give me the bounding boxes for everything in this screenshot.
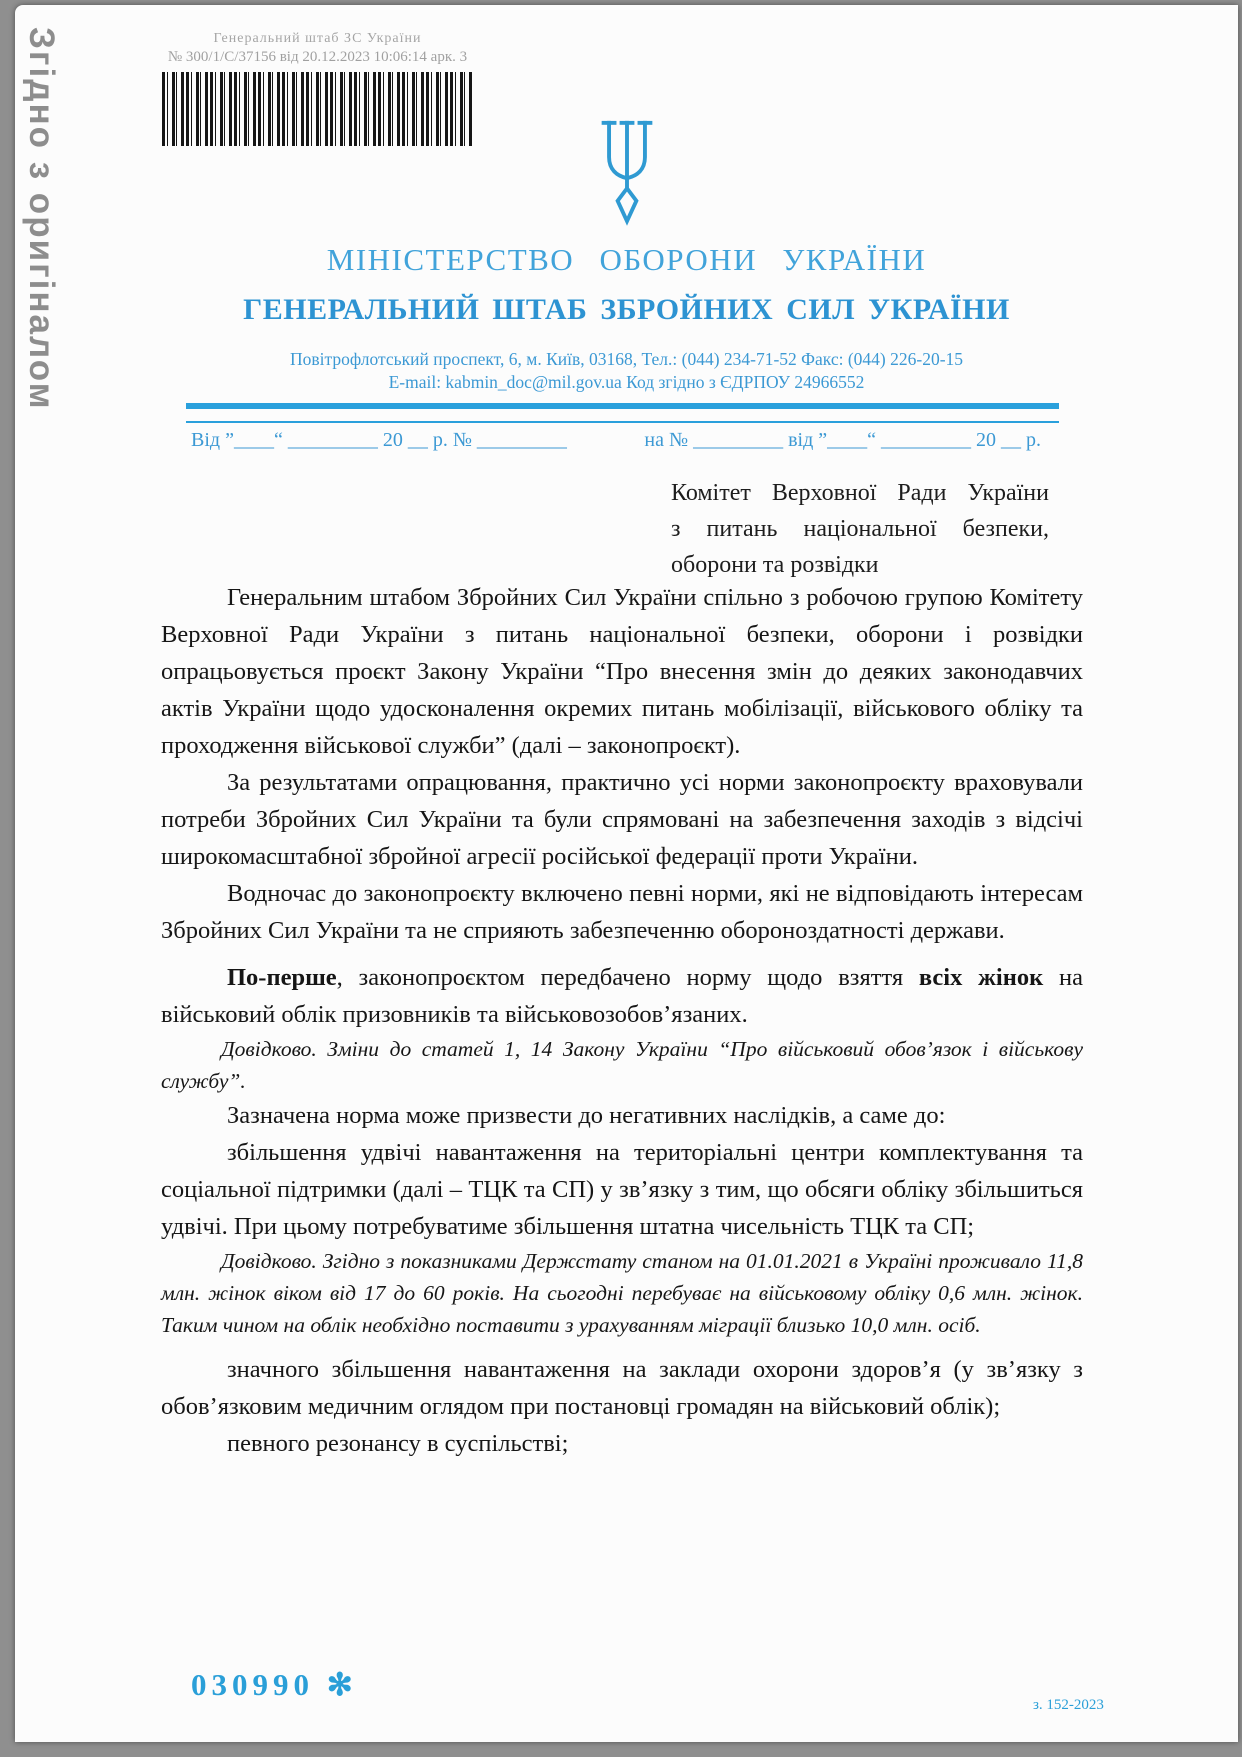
paragraph: Зазначена норма може призвести до негативних наслідків, а саме до: xyxy=(227,1102,946,1129)
registration-stamp-org: Генеральний штаб ЗС України xyxy=(213,31,422,46)
certified-copy-stamp: Згідно з оригіналом xyxy=(22,27,61,411)
letter-body xyxy=(161,579,1083,1462)
reference-date-right: на № _________ від ”____“ _________ 20 __ р. xyxy=(644,429,1041,451)
general-staff-title: ГЕНЕРАЛЬНИЙ ШТАБ ЗБРОЙНИХ СИЛ УКРАЇНИ xyxy=(243,293,1010,326)
reference-date-line xyxy=(191,429,1041,452)
contacts-line: E-mail: kabmin_doc@mil.gov.ua Код згідно з ЄДРПОУ 24966552 xyxy=(388,372,865,392)
paragraph: значного збільшення навантаження на заклади охорони здоров’я (у зв’язку з обов’язковим медичним оглядом при постановці громадян на військовий облік); xyxy=(161,1356,1083,1420)
trident-emblem-icon xyxy=(588,111,666,238)
document-number: 030990 ✻ xyxy=(191,1667,358,1702)
registration-stamp xyxy=(145,31,490,146)
letterhead-divider xyxy=(186,403,1059,423)
recipient-line: Комітет Верховної Ради України xyxy=(671,480,1049,506)
recipient-line: оборони та розвідки xyxy=(671,552,879,578)
reference-note: Довідково. Згідно з показниками Держстату станом на 01.01.2021 в Україні проживало 11,8 млн. жінок віком від 17 до 60 років. На сьогодні перебуває на військовому обліку 0,6 млн. жінок. Таким чином на облік необхідно поставити з урахуванням міграції близько 10,0 млн. осіб. xyxy=(161,1249,1083,1337)
paragraph: Генеральним штабом Збройних Сил України спільно з робочою групою Комітету Верховної Ради України з питань національної безпеки, оборони і розвідки опрацьовується проєкт Закону України “Про внесення змін до деяких законодавчих актів України щодо удосконалення окремих питань мобілізації, військового обліку та проходження військової служби” (далі – законопроєкт). xyxy=(161,584,1083,759)
bold-text: По-перше xyxy=(227,964,337,991)
reference-date-left: Від ”____“ _________ 20 __ р. № _________ xyxy=(191,429,567,451)
paragraph: За результатами опрацювання, практично усі норми законопроєкту враховували потреби Збройних Сил України та були спрямовані на забезпечення заходів з відсічі широкомасштабної збройної агресії російської федерації проти України. xyxy=(161,769,1083,870)
paragraph: збільшення удвічі навантаження на територіальні центри комплектування та соціальної підтримки (далі – ТЦК та СП) у зв’язку з тим, що обсяги обліку збільшиться удвічі. При цьому потребуватиме збільшення штатна чисельність ТЦК та СП; xyxy=(161,1139,1083,1240)
ministry-title: МІНІСТЕРСТВО ОБОРОНИ УКРАЇНИ xyxy=(326,242,927,277)
paragraph: Водночас до законопроєкту включено певні норми, які не відповідають інтересам Збройних Сил України та не сприяють забезпеченню обороноздатності держави. xyxy=(161,880,1083,944)
registration-stamp-number: № 300/1/С/37156 від 20.12.2023 10:06:14 арк. 3 xyxy=(167,49,468,65)
form-reference: з. 152-2023 xyxy=(1033,1697,1104,1713)
address-line: Повітрофлотський проспект, 6, м. Київ, 03168, Тел.: (044) 234-71-52 Факс: (044) 226-20-15 xyxy=(289,349,964,369)
plain-text: , законопроєктом передбачено норму щодо взяття xyxy=(336,964,919,991)
paragraph-first-point xyxy=(161,959,1083,1033)
plain-text: на військовий облік призовників та військовозобов’язаних. xyxy=(161,964,1083,1028)
barcode xyxy=(162,72,474,146)
document-page xyxy=(15,5,1238,1742)
paragraph: певного резонансу в суспільстві; xyxy=(227,1430,569,1457)
recipient-block xyxy=(671,475,1049,583)
bold-text: всіх жінок xyxy=(918,964,1044,991)
reference-note: Довідково. Зміни до статей 1, 14 Закону України “Про військовий обов’язок і військову службу”. xyxy=(161,1037,1083,1093)
recipient-line: з питань національної безпеки, xyxy=(671,516,1049,542)
